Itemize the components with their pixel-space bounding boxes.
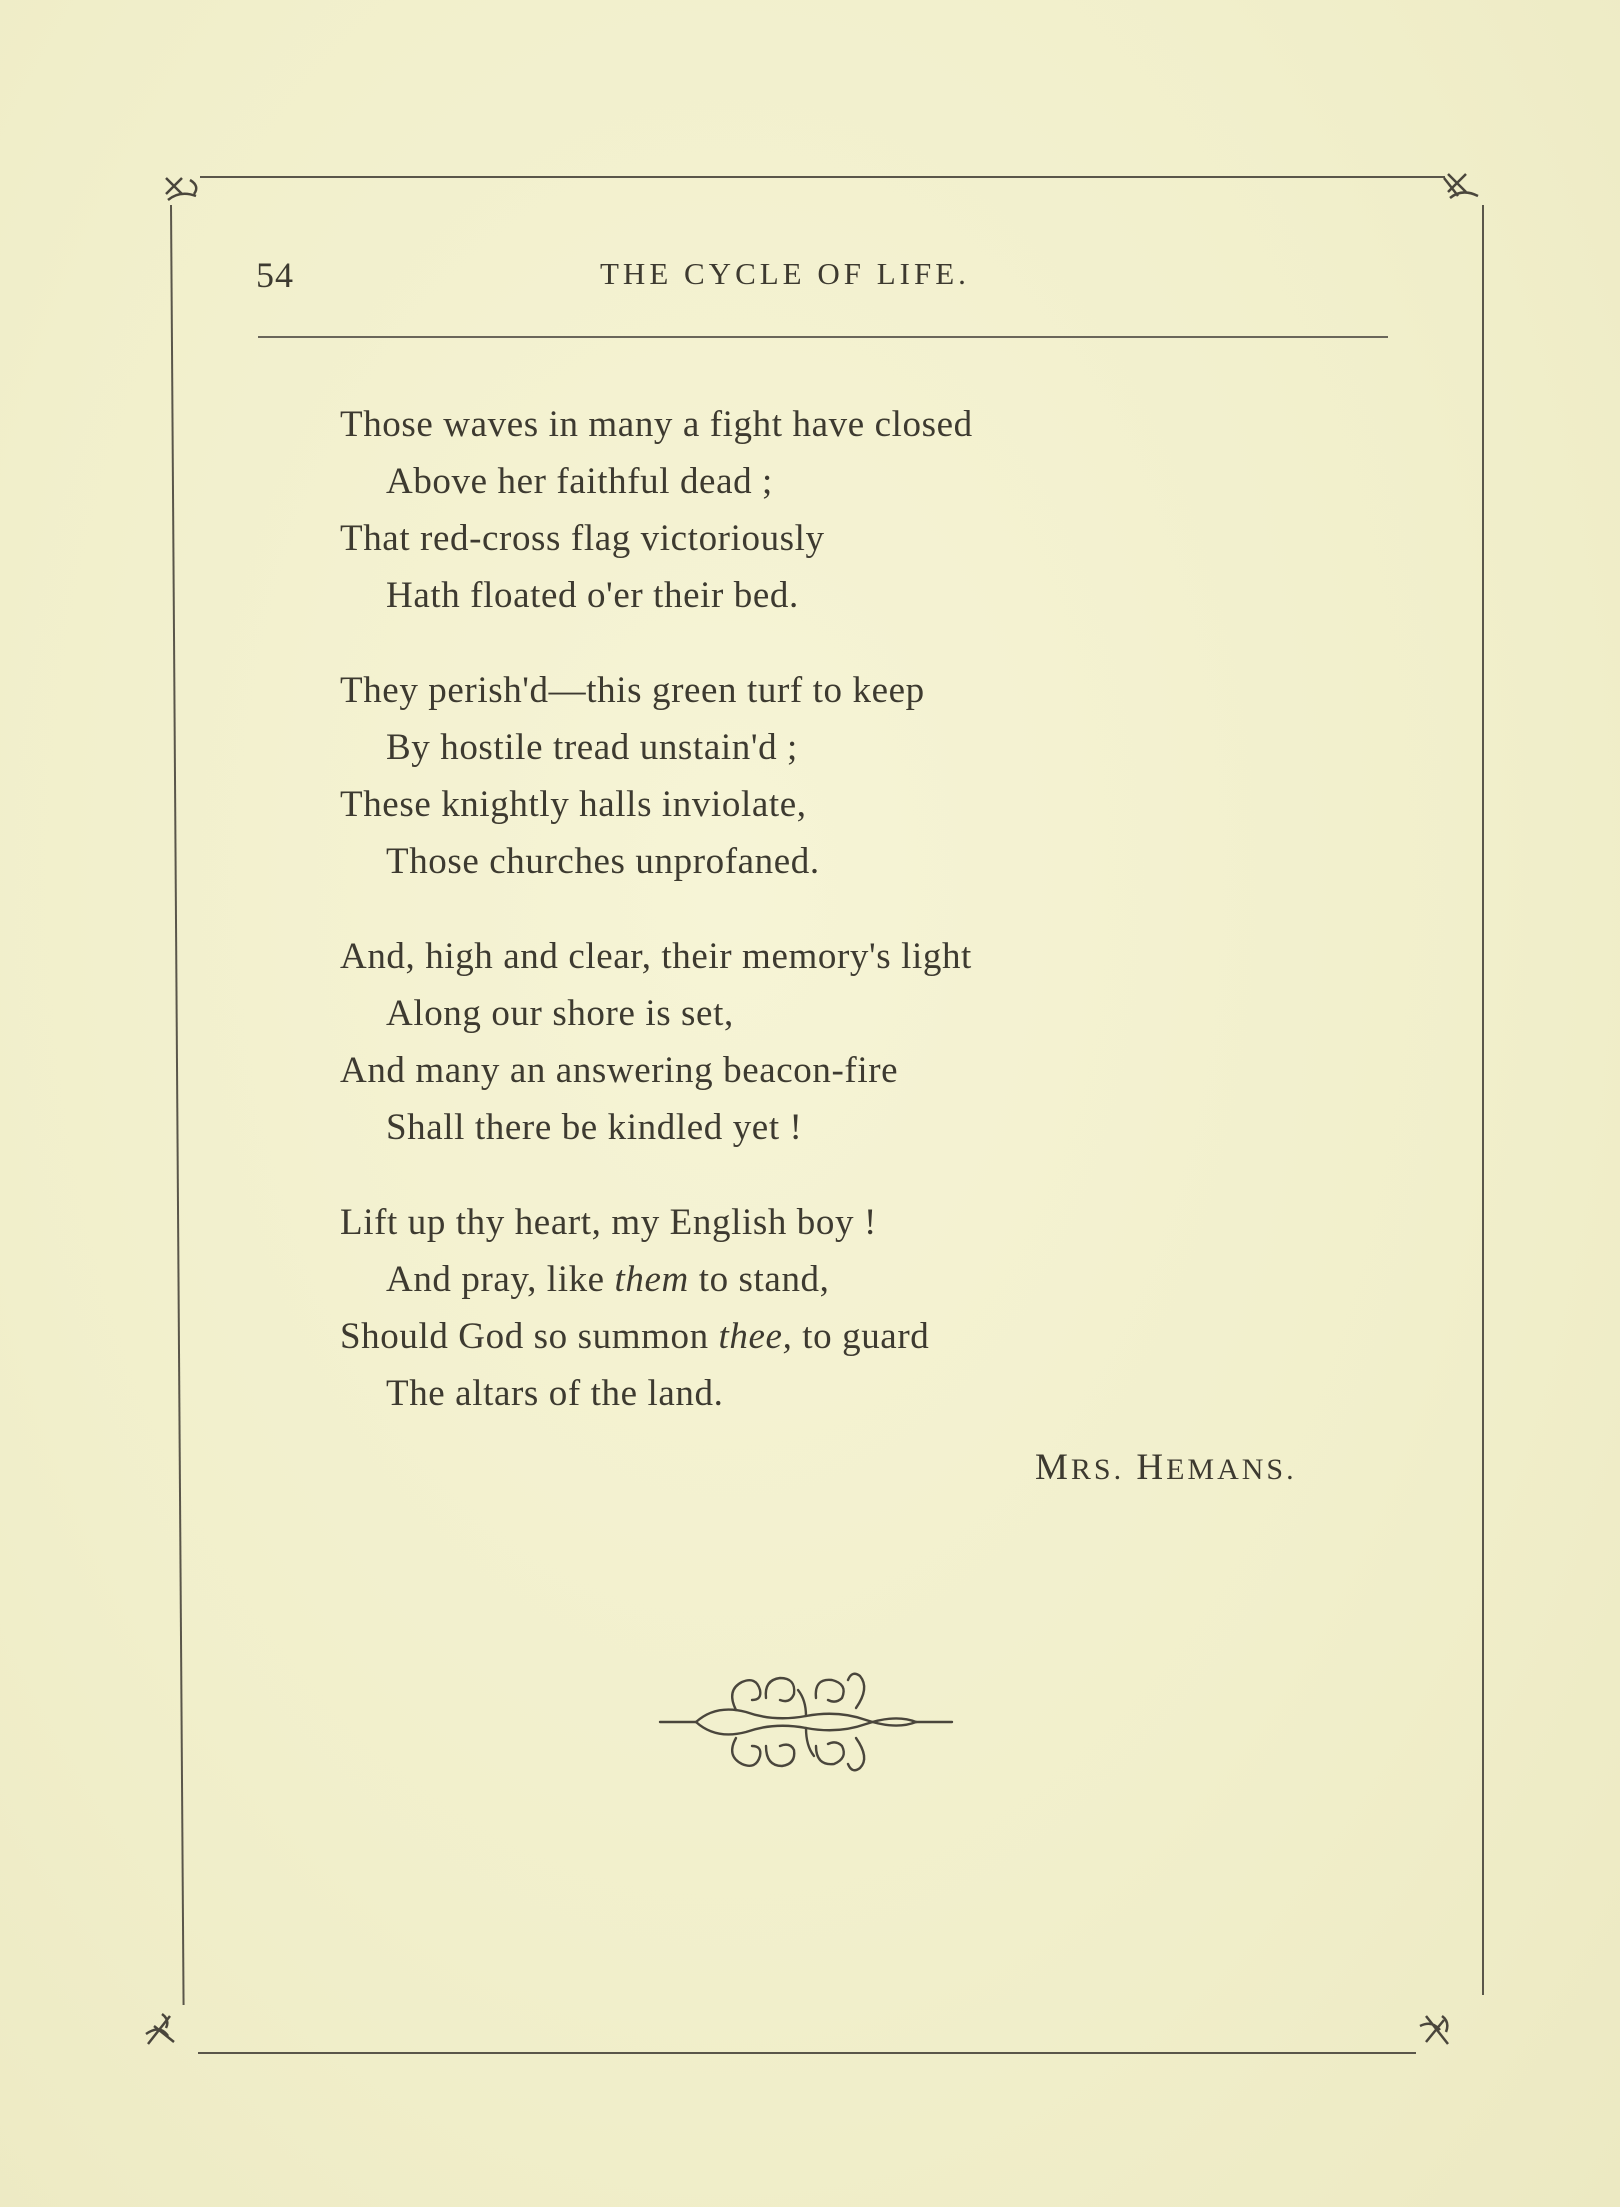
corner-fleuron-icon: [1414, 2006, 1460, 2052]
poem-line: Those waves in many a fight have closed: [340, 404, 973, 445]
poem-line: These knightly halls inviolate,: [340, 784, 807, 825]
line-text: to stand,: [688, 1259, 830, 1300]
poem-line: That red-cross flag victoriously: [340, 518, 825, 559]
attribution-initial: H: [1136, 1447, 1167, 1488]
line-text: And pray, like: [386, 1259, 615, 1300]
attribution-initial: M: [1035, 1447, 1071, 1488]
corner-fleuron-icon: [1438, 166, 1484, 212]
page-number: 54: [256, 255, 294, 295]
attribution-smallcaps: RS.: [1070, 1453, 1125, 1486]
running-head: [0, 254, 1620, 304]
poem-line: Shall there be kindled yet !: [386, 1107, 803, 1148]
line-text: to guard: [792, 1316, 930, 1357]
poem-line: Hath floated o'er their bed.: [386, 575, 799, 616]
poem-line: The altars of the land.: [386, 1373, 724, 1414]
frame-left-rule: [170, 205, 185, 2005]
corner-fleuron-icon: [160, 170, 206, 216]
header-rule: [258, 336, 1388, 338]
poem-line: Above her faithful dead ;: [386, 461, 773, 502]
line-text: Should God so summon: [340, 1316, 719, 1357]
frame-right-rule: [1482, 205, 1484, 1995]
running-title: THE CYCLE OF LIFE.: [600, 256, 970, 291]
poem: [340, 396, 1340, 1460]
attribution-smallcaps: EMANS.: [1166, 1453, 1297, 1486]
poem-line: Along our shore is set,: [386, 993, 734, 1034]
stanza: [340, 662, 1340, 890]
stanza: [340, 928, 1340, 1156]
corner-fleuron-icon: [140, 2006, 186, 2052]
poem-line: [340, 1308, 1340, 1365]
poem-line: Lift up thy heart, my English boy !: [340, 1202, 877, 1243]
frame-bottom-rule: [198, 2052, 1416, 2054]
poem-attribution: [1035, 1446, 1297, 1489]
poem-line: By hostile tread unstain'd ;: [386, 727, 798, 768]
poem-line: And many an answering beacon-fire: [340, 1050, 899, 1091]
stanza: [340, 396, 1340, 624]
poem-line: [340, 1251, 1340, 1308]
scroll-ornament-icon: [656, 1660, 956, 1780]
frame-top-rule: [200, 176, 1445, 178]
italic-word: them: [614, 1259, 689, 1300]
poem-line: They perish'd—this green turf to keep: [340, 670, 925, 711]
stanza: [340, 1194, 1340, 1422]
poem-line: And, high and clear, their memory's light: [340, 936, 972, 977]
italic-word: thee,: [718, 1316, 793, 1357]
poem-line: Those churches unprofaned.: [386, 841, 820, 882]
